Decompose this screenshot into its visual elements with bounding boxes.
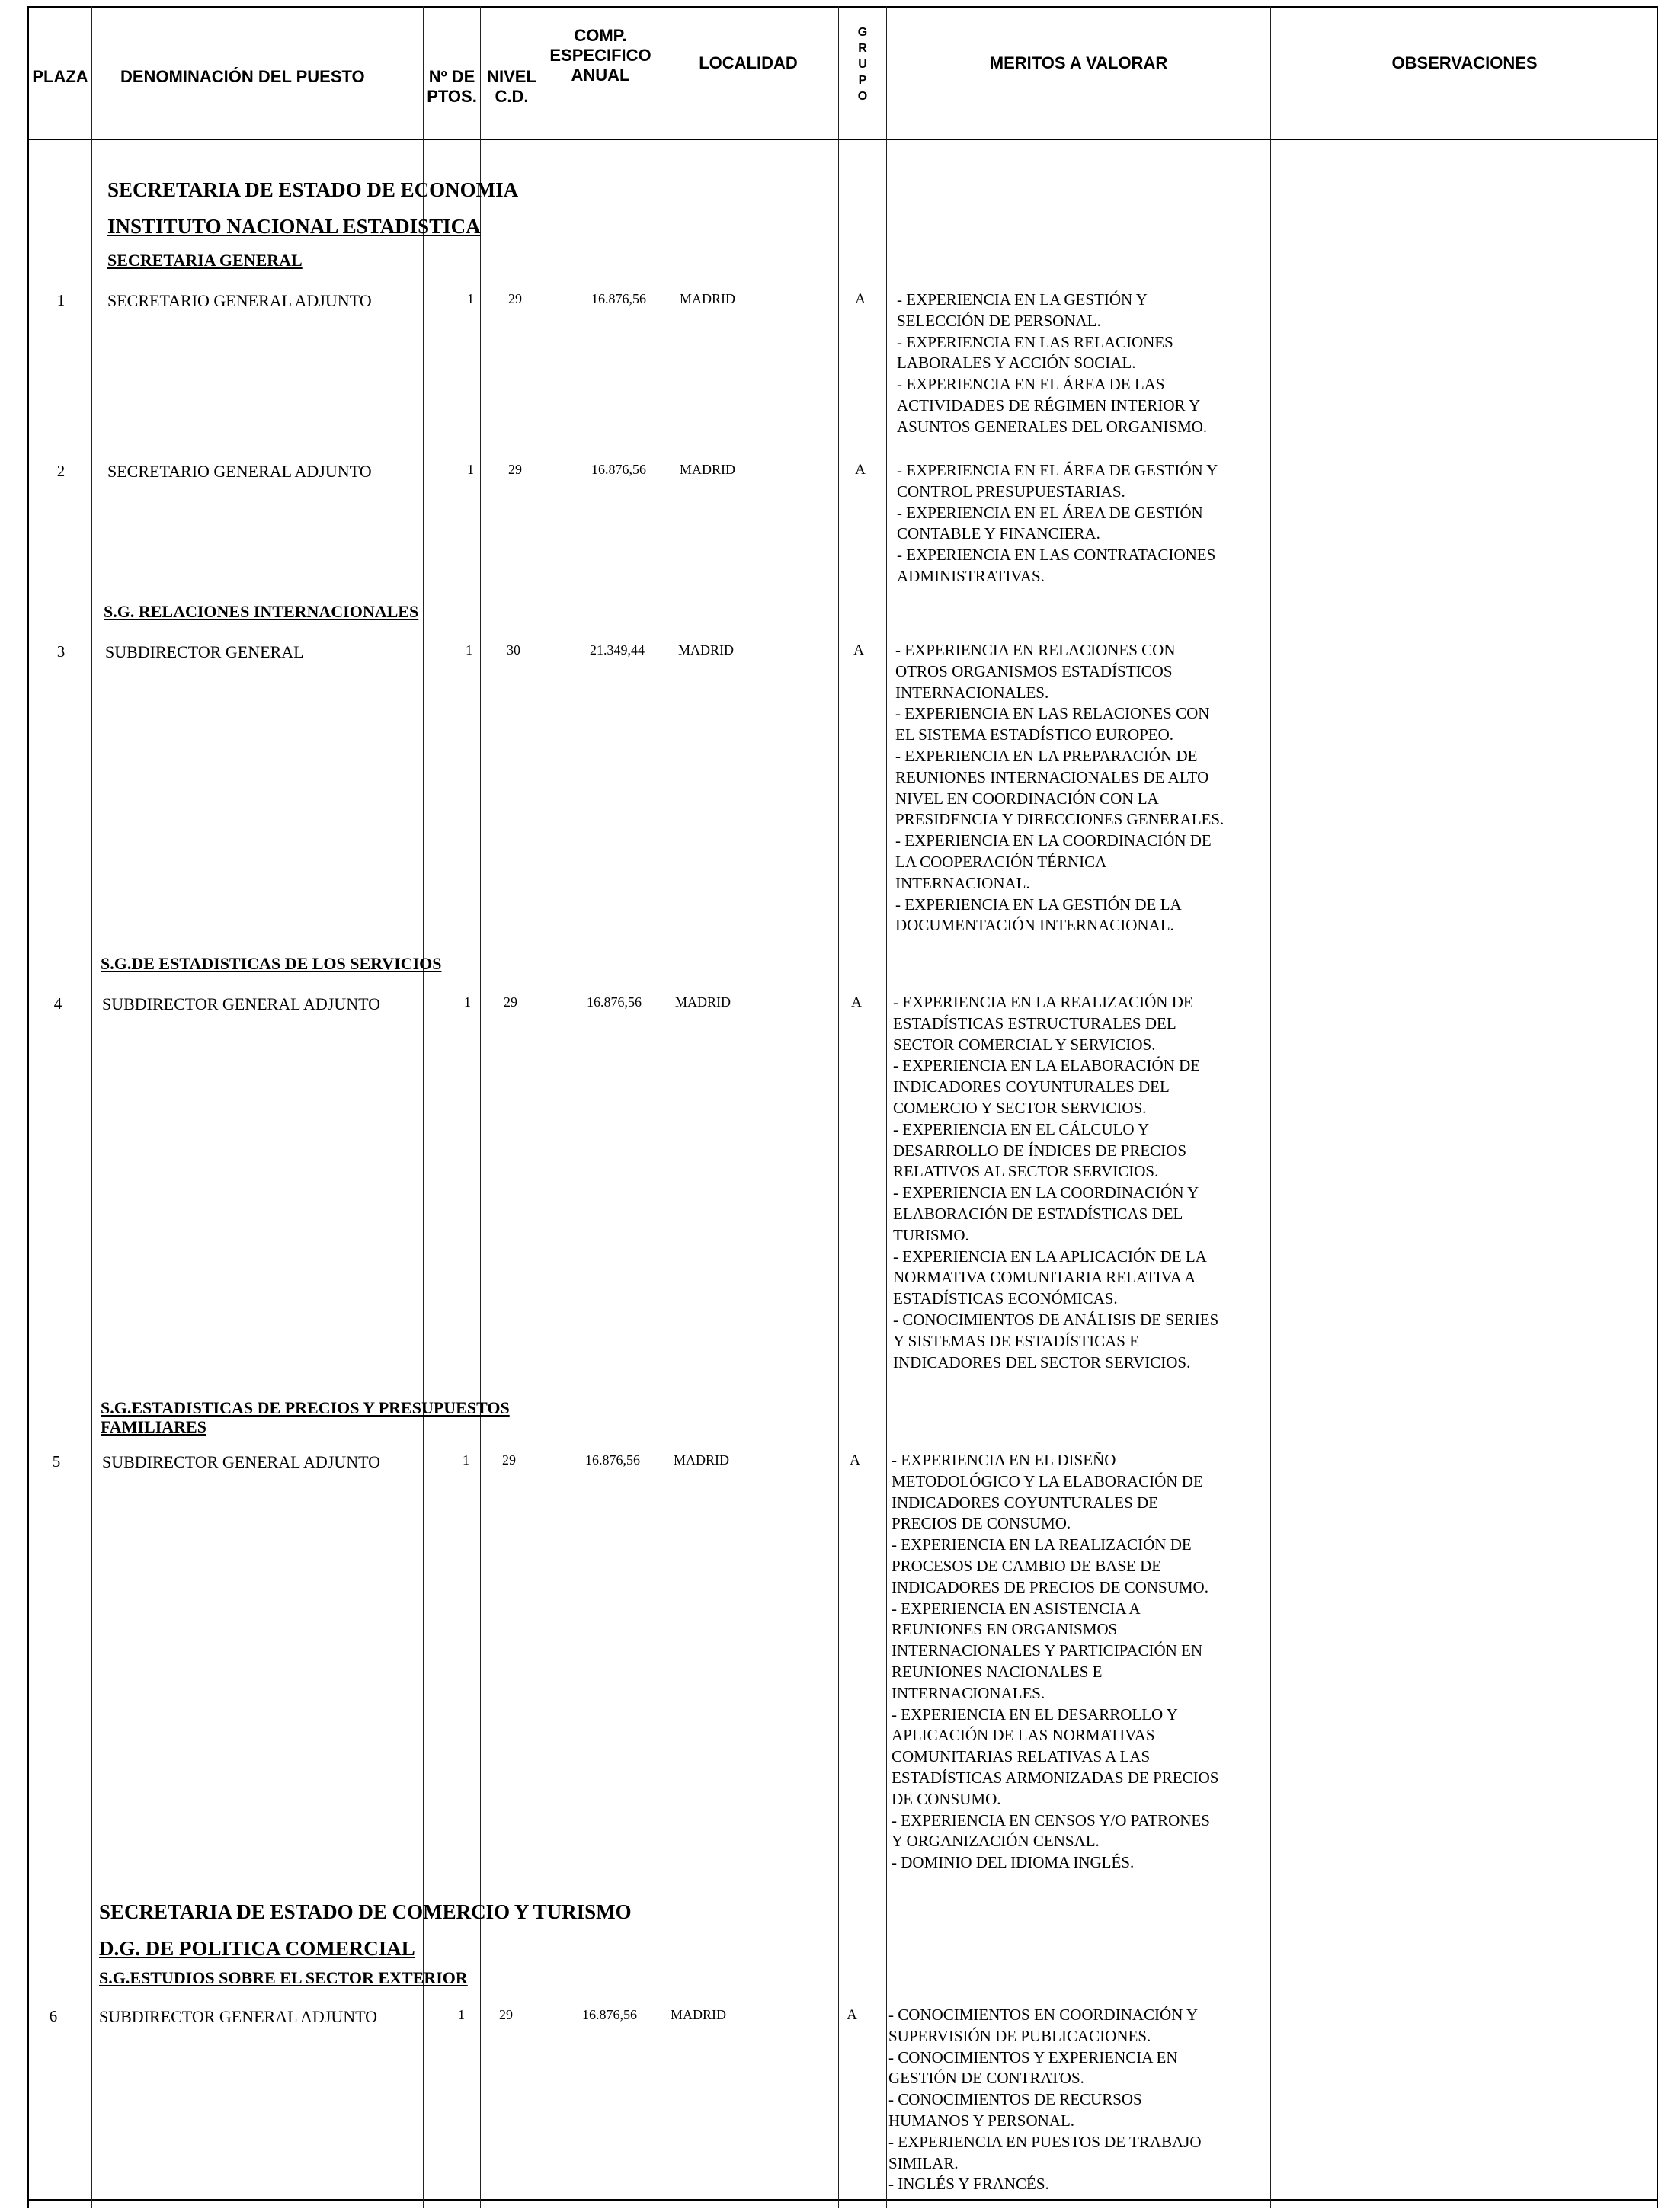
merito-line: - EXPERIENCIA EN EL DESARROLLO Y — [892, 1705, 1178, 1724]
row-localidad: MADRID — [678, 642, 735, 658]
row-meritos — [892, 1450, 1218, 1874]
merito-line: CONTABLE Y FINANCIERA. — [897, 524, 1100, 543]
section-secretaria-general: SECRETARIA GENERAL — [107, 251, 303, 270]
row-ptos: 1 — [467, 291, 474, 306]
merito-line: - INGLÉS Y FRANCÉS. — [888, 2175, 1049, 2194]
merito-line: - CONOCIMIENTOS EN COORDINACIÓN Y — [888, 2006, 1198, 2024]
row-ptos: 1 — [463, 1452, 469, 1468]
merito-line: - EXPERIENCIA EN EL ÁREA DE LAS — [897, 375, 1165, 394]
section-dg-politica-comercial: D.G. DE POLITICA COMERCIAL — [99, 1937, 415, 1960]
header-nivel-line2: C.D. — [495, 87, 529, 106]
header-plaza: PLAZA — [32, 67, 88, 86]
merito-line: OTROS ORGANISMOS ESTADÍSTICOS — [895, 661, 1173, 680]
row-grupo: A — [855, 291, 866, 307]
merito-line: RELATIVOS AL SECTOR SERVICIOS. — [893, 1162, 1159, 1181]
row-meritos — [893, 992, 1218, 1373]
header-ptos — [424, 67, 480, 107]
merito-line: NORMATIVA COMUNITARIA RELATIVA A — [893, 1268, 1196, 1287]
header-meritos: MERITOS A VALORAR — [989, 53, 1168, 72]
header-grupo — [839, 26, 886, 103]
header-ptos-line1: Nº DE — [428, 67, 475, 86]
section-sg-estadisticas-servicios: S.G.DE ESTADISTICAS DE LOS SERVICIOS — [101, 954, 442, 973]
merito-line: - EXPERIENCIA EN PUESTOS DE TRABAJO — [888, 2132, 1202, 2151]
header-comp-line1: COMP. — [574, 26, 627, 45]
merito-line: - EXPERIENCIA EN RELACIONES CON — [895, 641, 1176, 659]
merito-line: - EXPERIENCIA EN LAS RELACIONES CON — [895, 704, 1210, 723]
row-grupo: A — [853, 642, 864, 658]
merito-line: ADMINISTRATIVAS. — [897, 566, 1045, 585]
header-comp — [543, 26, 658, 85]
table-frame — [27, 6, 1658, 2208]
merito-line: INTERNACIONALES. — [895, 683, 1049, 702]
merito-line: - DOMINIO DEL IDIOMA INGLÉS. — [892, 1853, 1135, 1872]
header-grupo-letter-4: P — [858, 74, 867, 87]
row-comp-especifico: 16.876,56 — [591, 462, 646, 477]
section-secretaria-estado-comercio-turismo: SECRETARIA DE ESTADO DE COMERCIO Y TURISMO — [99, 1900, 632, 1923]
merito-line: REUNIONES EN ORGANISMOS — [892, 1620, 1118, 1639]
merito-line: INDICADORES COYUNTURALES DEL — [893, 1077, 1170, 1096]
merito-line: ELABORACIÓN DE ESTADÍSTICAS DEL — [893, 1204, 1183, 1223]
header-observaciones: OBSERVACIONES — [1391, 53, 1538, 72]
merito-line: - EXPERIENCIA EN LA REALIZACIÓN DE — [892, 1535, 1192, 1554]
merito-line: - EXPERIENCIA EN EL ÁREA DE GESTIÓN Y — [897, 461, 1218, 479]
merito-line: INTERNACIONALES Y PARTICIPACIÓN EN — [892, 1641, 1203, 1660]
merito-line: GESTIÓN DE CONTRATOS. — [888, 2069, 1084, 2088]
row-grupo: A — [855, 462, 866, 478]
section-familiares: FAMILIARES — [101, 1417, 206, 1436]
row-comp-especifico: 16.876,56 — [587, 994, 642, 1010]
merito-line: HUMANOS Y PERSONAL. — [888, 2111, 1075, 2130]
header-comp-line2: ESPECIFICO — [549, 46, 651, 65]
col-divider-plaza — [91, 6, 92, 2208]
row-localidad: MADRID — [674, 1452, 730, 1468]
col-divider-grupo — [886, 6, 887, 2208]
header-bottom-rule — [27, 139, 1658, 140]
row-grupo: A — [847, 2007, 857, 2023]
merito-line: DESARROLLO DE ÍNDICES DE PRECIOS — [893, 1141, 1187, 1160]
section-secretaria-estado-economia: SECRETARIA DE ESTADO DE ECONOMIA — [107, 178, 519, 201]
merito-line: LA COOPERACIÓN TÉRNICA — [895, 852, 1107, 871]
merito-line: - EXPERIENCIA EN LA REALIZACIÓN DE — [893, 993, 1193, 1011]
row-meritos — [888, 2005, 1202, 2195]
merito-line: APLICACIÓN DE LAS NORMATIVAS — [892, 1726, 1155, 1745]
row-ptos: 1 — [464, 994, 471, 1010]
merito-line: PRESIDENCIA Y DIRECCIONES GENERALES. — [895, 810, 1224, 829]
merito-line: INDICADORES DEL SECTOR SERVICIOS. — [893, 1352, 1191, 1372]
merito-line: - EXPERIENCIA EN EL DISEÑO — [892, 1451, 1116, 1469]
section-sg-estudios-sector-exterior: S.G.ESTUDIOS SOBRE EL SECTOR EXTERIOR — [99, 1968, 468, 1987]
row-nivel: 30 — [507, 642, 520, 658]
merito-line: - EXPERIENCIA EN EL ÁREA DE GESTIÓN — [897, 503, 1203, 522]
header-nivel — [481, 67, 543, 107]
row-denominacion: SECRETARIO GENERAL ADJUNTO — [107, 462, 372, 481]
merito-line: SECTOR COMERCIAL Y SERVICIOS. — [893, 1035, 1156, 1054]
merito-line: - EXPERIENCIA EN LA GESTIÓN DE LA — [895, 895, 1182, 914]
merito-line: INDICADORES COYUNTURALES DE — [892, 1493, 1158, 1512]
section-sg-estadisticas-precios: S.G.ESTADISTICAS DE PRECIOS Y PRESUPUESTOS — [101, 1398, 510, 1417]
merito-line: SELECCIÓN DE PERSONAL. — [897, 311, 1101, 330]
merito-line: COMUNITARIAS RELATIVAS A LAS — [892, 1747, 1151, 1766]
merito-line: SIMILAR. — [888, 2153, 959, 2172]
merito-line: NIVEL EN COORDINACIÓN CON LA — [895, 789, 1159, 808]
merito-line: - EXPERIENCIA EN LA COORDINACIÓN Y — [893, 1183, 1199, 1202]
merito-line: PROCESOS DE CAMBIO DE BASE DE — [892, 1556, 1162, 1575]
row-plaza: 4 — [53, 994, 62, 1013]
merito-line: METODOLÓGICO Y LA ELABORACIÓN DE — [892, 1471, 1203, 1490]
section-instituto-nacional-estadistica: INSTITUTO NACIONAL ESTADISTICA — [107, 215, 481, 238]
row-plaza: 1 — [56, 291, 66, 309]
row-nivel: 29 — [508, 291, 522, 306]
header-denominacion: DENOMINACIÓN DEL PUESTO — [120, 67, 365, 86]
merito-line: Y SISTEMAS DE ESTADÍSTICAS E — [893, 1331, 1140, 1350]
merito-line: - EXPERIENCIA EN ASISTENCIA A — [892, 1599, 1141, 1618]
merito-line: - EXPERIENCIA EN LA PREPARACIÓN DE — [895, 746, 1198, 765]
row-plaza: 5 — [52, 1452, 61, 1471]
table-bottom-rule — [27, 2199, 1658, 2201]
merito-line: - EXPERIENCIA EN LAS RELACIONES — [897, 332, 1173, 351]
row-denominacion: SUBDIRECTOR GENERAL — [105, 642, 304, 661]
merito-line: ASUNTOS GENERALES DEL ORGANISMO. — [897, 417, 1208, 436]
merito-line: - EXPERIENCIA EN LA ELABORACIÓN DE — [893, 1056, 1201, 1075]
merito-line: - EXPERIENCIA EN LA COORDINACIÓN DE — [895, 831, 1212, 850]
row-denominacion: SUBDIRECTOR GENERAL ADJUNTO — [102, 1452, 381, 1471]
merito-line: INTERNACIONAL. — [895, 873, 1030, 892]
merito-line: DOCUMENTACIÓN INTERNACIONAL. — [895, 916, 1174, 935]
merito-line: - EXPERIENCIA EN LA APLICACIÓN DE LA — [893, 1247, 1207, 1266]
header-grupo-letter-1: G — [857, 26, 868, 39]
row-meritos — [897, 290, 1207, 438]
merito-line: ESTADÍSTICAS ARMONIZADAS DE PRECIOS — [892, 1768, 1219, 1787]
row-meritos — [897, 460, 1218, 587]
merito-line: - EXPERIENCIA EN EL CÁLCULO Y — [893, 1119, 1150, 1138]
header-nivel-line1: NIVEL — [487, 67, 536, 86]
row-localidad: MADRID — [680, 462, 736, 477]
merito-line: ESTADÍSTICAS ECONÓMICAS. — [893, 1289, 1118, 1308]
header-ptos-line2: PTOS. — [427, 87, 477, 106]
merito-line: - EXPERIENCIA EN CENSOS Y/O PATRONES — [892, 1810, 1210, 1829]
merito-line: TURISMO. — [893, 1225, 969, 1244]
row-localidad: MADRID — [675, 994, 731, 1010]
merito-line: INTERNACIONALES. — [892, 1683, 1045, 1702]
merito-line: REUNIONES NACIONALES E — [892, 1662, 1103, 1681]
row-grupo: A — [850, 1452, 860, 1468]
merito-line: - EXPERIENCIA EN LAS CONTRATACIONES — [897, 546, 1216, 565]
merito-line: - CONOCIMIENTOS DE ANÁLISIS DE SERIES — [893, 1310, 1219, 1329]
col-divider-meritos — [1270, 6, 1271, 2208]
row-nivel: 29 — [502, 1452, 516, 1468]
row-nivel: 29 — [504, 994, 517, 1010]
merito-line: Y ORGANIZACIÓN CENSAL. — [892, 1832, 1100, 1851]
header-comp-line3: ANUAL — [571, 66, 630, 85]
merito-line: - CONOCIMIENTOS DE RECURSOS — [888, 2090, 1142, 2109]
header-grupo-letter-3: U — [858, 58, 867, 71]
row-ptos: 1 — [466, 642, 472, 658]
merito-line: CONTROL PRESUPUESTARIAS. — [897, 482, 1125, 501]
row-meritos — [895, 640, 1224, 936]
row-nivel: 29 — [499, 2007, 513, 2022]
row-grupo: A — [851, 994, 862, 1010]
row-denominacion: SUBDIRECTOR GENERAL ADJUNTO — [99, 2007, 378, 2026]
col-divider-ptos — [480, 6, 481, 2208]
row-comp-especifico: 21.349,44 — [590, 642, 645, 658]
merito-line: - CONOCIMIENTOS Y EXPERIENCIA EN — [888, 2047, 1178, 2066]
merito-line: REUNIONES INTERNACIONALES DE ALTO — [895, 767, 1209, 786]
row-denominacion: SUBDIRECTOR GENERAL ADJUNTO — [102, 994, 381, 1013]
merito-line: EL SISTEMA ESTADÍSTICO EUROPEO. — [895, 725, 1174, 744]
row-comp-especifico: 16.876,56 — [582, 2007, 637, 2022]
row-denominacion: SECRETARIO GENERAL ADJUNTO — [107, 291, 372, 310]
header-grupo-letter-2: R — [858, 42, 867, 55]
header-localidad: LOCALIDAD — [699, 53, 798, 72]
row-comp-especifico: 16.876,56 — [591, 291, 646, 306]
row-localidad: MADRID — [671, 2007, 727, 2022]
merito-line: COMERCIO Y SECTOR SERVICIOS. — [893, 1098, 1147, 1117]
merito-line: ACTIVIDADES DE RÉGIMEN INTERIOR Y — [897, 395, 1201, 415]
merito-line: SUPERVISIÓN DE PUBLICACIONES. — [888, 2026, 1151, 2045]
merito-line: INDICADORES DE PRECIOS DE CONSUMO. — [892, 1577, 1208, 1596]
row-plaza: 6 — [49, 2007, 58, 2025]
merito-line: - EXPERIENCIA EN LA GESTIÓN Y — [897, 290, 1148, 309]
merito-line: ESTADÍSTICAS ESTRUCTURALES DEL — [893, 1013, 1176, 1032]
row-ptos: 1 — [458, 2007, 465, 2022]
col-divider-denominacion — [423, 6, 424, 2208]
merito-line: LABORALES Y ACCIÓN SOCIAL. — [897, 354, 1136, 373]
row-nivel: 29 — [508, 462, 522, 477]
row-localidad: MADRID — [680, 291, 736, 306]
row-plaza: 3 — [56, 642, 66, 661]
merito-line: DE CONSUMO. — [892, 1789, 1001, 1808]
header-grupo-letter-5: O — [857, 90, 868, 103]
col-divider-localidad — [838, 6, 839, 2208]
row-comp-especifico: 16.876,56 — [585, 1452, 640, 1468]
section-sg-relaciones-internacionales: S.G. RELACIONES INTERNACIONALES — [104, 602, 419, 621]
row-plaza: 2 — [56, 462, 66, 480]
row-ptos: 1 — [467, 462, 474, 477]
merito-line: PRECIOS DE CONSUMO. — [892, 1514, 1071, 1533]
